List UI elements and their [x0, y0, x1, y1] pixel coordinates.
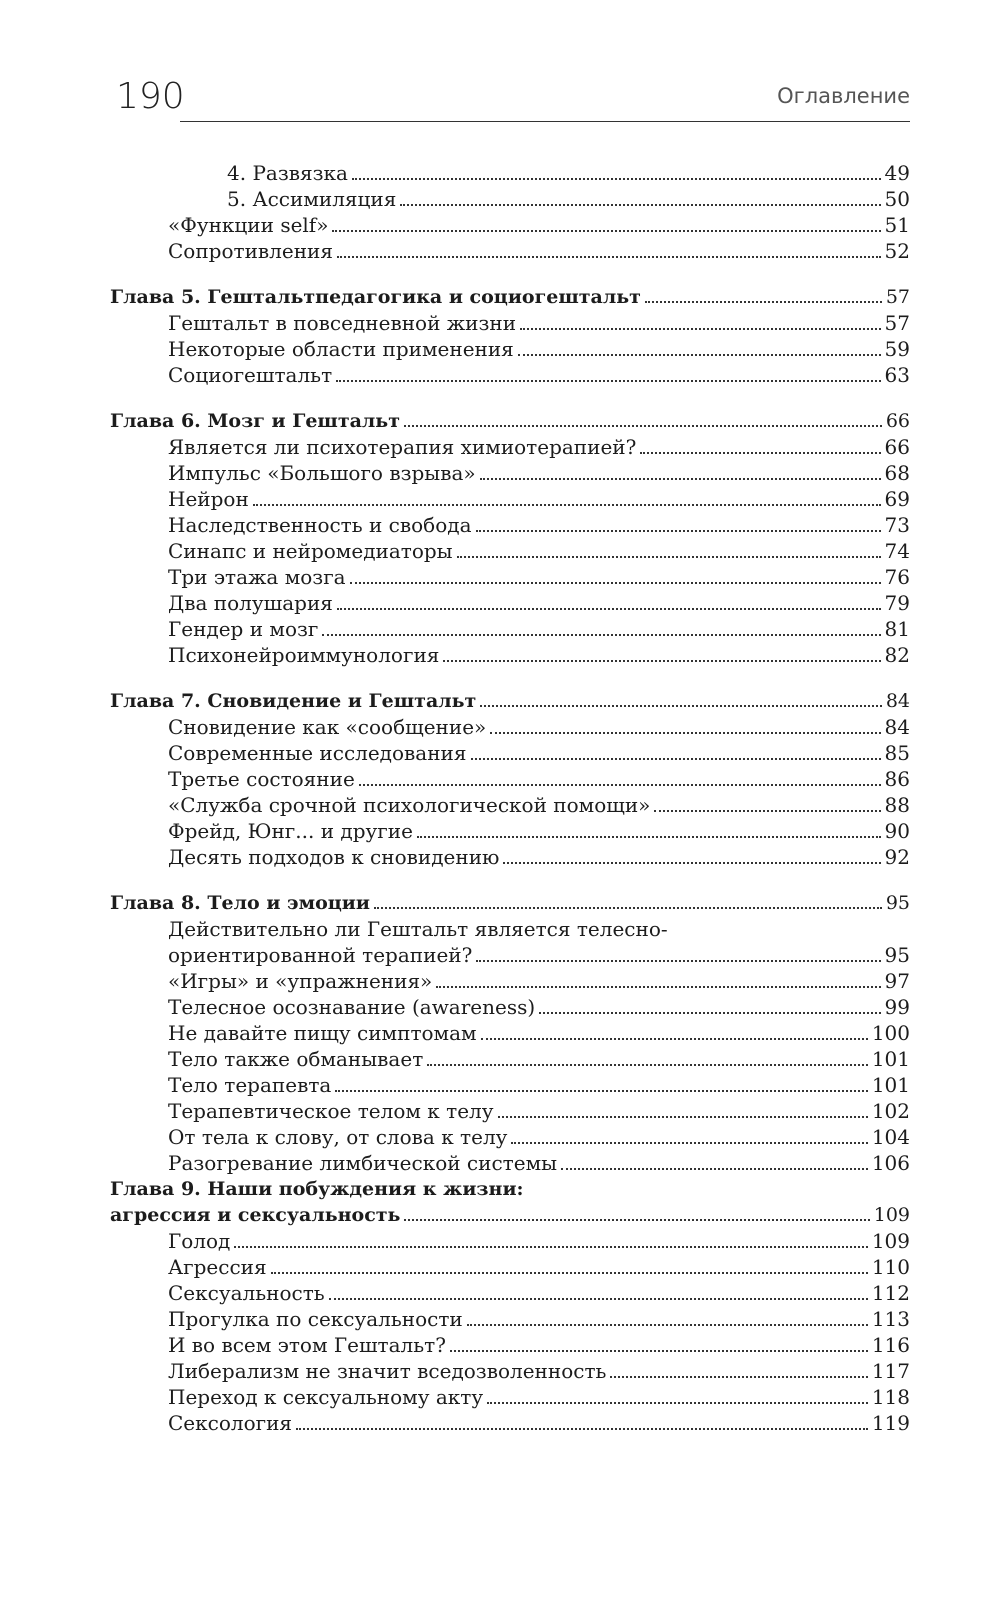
toc-entry — [110, 310, 910, 336]
toc-entry — [110, 1124, 910, 1150]
dot-leader — [359, 778, 881, 786]
toc-page-number: 102 — [871, 1099, 910, 1123]
toc-entry-title: Три этажа мозга — [168, 565, 346, 589]
dot-leader — [296, 1422, 868, 1430]
toc-entry-title: Голод — [168, 1229, 231, 1253]
toc-page-number: 113 — [871, 1307, 910, 1331]
dot-leader — [481, 1032, 868, 1040]
toc-entry — [110, 1410, 910, 1436]
dot-leader — [471, 752, 881, 760]
toc-entry — [110, 512, 910, 538]
toc-entry — [110, 1150, 910, 1176]
toc-entry — [110, 1358, 910, 1384]
toc-entry — [110, 642, 910, 668]
toc-entry-title: Глава 6. Мозг и Гештальт — [110, 410, 400, 432]
toc-page-number: 81 — [884, 617, 910, 641]
toc-page-number: 95 — [884, 943, 910, 967]
toc-page-number: 109 — [873, 1204, 910, 1226]
toc-page-number: 69 — [884, 487, 910, 511]
toc-page-number: 100 — [871, 1021, 910, 1045]
dot-leader — [480, 472, 881, 480]
toc-entry-title: Глава 7. Сновидение и Гештальт — [110, 690, 477, 712]
toc-page-number: 95 — [885, 892, 910, 914]
dot-leader — [352, 172, 881, 180]
toc-page-number: 112 — [871, 1281, 910, 1305]
toc-entry — [110, 740, 910, 766]
toc-entry — [110, 362, 910, 388]
running-title: Оглавление — [777, 84, 910, 108]
toc-entry — [110, 942, 910, 968]
dot-leader — [374, 901, 882, 909]
dot-leader — [476, 954, 880, 962]
toc-entry-title: Не давайте пищу симптомам — [168, 1021, 477, 1045]
toc-entry — [110, 714, 910, 740]
table-of-contents — [110, 160, 910, 1436]
toc-entry — [110, 844, 910, 870]
toc-entry — [110, 1228, 910, 1254]
toc-page-number: 82 — [884, 643, 910, 667]
toc-entry-title: Десять подходов к сновидению — [168, 845, 500, 869]
toc-entry — [110, 538, 910, 564]
toc-entry — [110, 460, 910, 486]
toc-page-number: 66 — [885, 410, 910, 432]
toc-page-number: 90 — [884, 819, 910, 843]
toc-entry-title: «Игры» и «упражнения» — [168, 969, 433, 993]
toc-page-number: 85 — [884, 741, 910, 765]
toc-entry — [110, 590, 910, 616]
toc-page-number: 109 — [871, 1229, 910, 1253]
dot-leader — [518, 348, 881, 356]
toc-page-number: 76 — [884, 565, 910, 589]
toc-entry — [110, 1384, 910, 1410]
page-header — [110, 70, 910, 125]
header-rule — [180, 121, 910, 122]
dot-leader — [329, 1292, 868, 1300]
toc-page-number: 57 — [885, 286, 910, 308]
dot-leader — [467, 1318, 868, 1326]
toc-entry-title: Два полушария — [168, 591, 333, 615]
toc-page-number: 97 — [884, 969, 910, 993]
toc-page-number: 118 — [871, 1385, 910, 1409]
toc-entry-title: 4. Развязка — [227, 161, 348, 185]
chapter-entry — [110, 688, 910, 714]
toc-entry — [110, 1306, 910, 1332]
toc-entry — [110, 160, 910, 186]
toc-entry-title: Социогештальт — [168, 363, 333, 387]
toc-entry — [110, 564, 910, 590]
toc-page-number: 84 — [885, 690, 910, 712]
toc-page-number: 50 — [884, 187, 910, 211]
dot-leader — [427, 1058, 868, 1066]
toc-entry-title: Третье состояние — [168, 767, 355, 791]
toc-entry — [110, 792, 910, 818]
toc-entry-title: Переход к сексуальному акту — [168, 1385, 484, 1409]
toc-entry — [110, 1072, 910, 1098]
chapter-entry — [110, 284, 910, 310]
dot-leader — [234, 1240, 867, 1248]
toc-entry-title: Импульс «Большого взрыва» — [168, 461, 476, 485]
toc-entry-title: Гештальт в повседневной жизни — [168, 311, 517, 335]
toc-entry-title: «Служба срочной психологической помощи» — [168, 793, 651, 817]
toc-page-number: 73 — [884, 513, 910, 537]
dot-leader — [487, 1396, 868, 1404]
toc-page-number: 63 — [884, 363, 910, 387]
toc-page-number: 99 — [884, 995, 910, 1019]
toc-entry-title: Сексуальность — [168, 1281, 325, 1305]
toc-entry — [110, 212, 910, 238]
toc-entry — [110, 1254, 910, 1280]
toc-entry-title: «Функции self» — [168, 213, 329, 237]
page-number: 190 — [116, 76, 185, 117]
toc-entry-title: 5. Ассимиляция — [227, 187, 397, 211]
toc-entry — [110, 1046, 910, 1072]
dot-leader — [335, 1084, 867, 1092]
toc-entry — [110, 1020, 910, 1046]
toc-page-number: 116 — [871, 1333, 910, 1357]
toc-entry-title: Фрейд, Юнг... и другие — [168, 819, 413, 843]
toc-page-number: 101 — [871, 1073, 910, 1097]
toc-entry-title: Наследственность и свобода — [168, 513, 472, 537]
toc-entry-title: Глава 8. Тело и эмоции — [110, 892, 370, 914]
toc-page-number: 74 — [884, 539, 910, 563]
dot-leader — [645, 295, 882, 303]
dot-leader — [498, 1110, 868, 1118]
dot-leader — [404, 1213, 869, 1221]
chapter-heading-line: Глава 9. Наши побуждения к жизни: — [110, 1178, 524, 1200]
toc-page-number: 86 — [884, 767, 910, 791]
dot-leader — [503, 856, 880, 864]
toc-entry-title: Либерализм не значит вседозволенность — [168, 1359, 607, 1383]
toc-entry-title: Сексология — [168, 1411, 293, 1435]
toc-page-number: 110 — [871, 1255, 910, 1279]
toc-entry-title: Некоторые области применения — [168, 337, 514, 361]
toc-entry-title: ориентированной терапией? — [168, 943, 473, 967]
toc-entry-title: Тело также обманывает — [168, 1047, 424, 1071]
toc-page-number: 79 — [884, 591, 910, 615]
dot-leader — [457, 550, 881, 558]
toc-entry — [110, 994, 910, 1020]
toc-entry — [110, 616, 910, 642]
dot-leader — [350, 576, 881, 584]
toc-entry — [110, 818, 910, 844]
toc-entry-title: Глава 5. Гештальтпедагогика и социогештальт — [110, 286, 641, 308]
toc-entry-title: Агрессия — [168, 1255, 267, 1279]
dot-leader — [561, 1162, 868, 1170]
toc-entry-title: Является ли психотерапия химиотерапией? — [168, 435, 637, 459]
toc-page-number: 88 — [884, 793, 910, 817]
toc-page-number: 119 — [871, 1411, 910, 1435]
toc-page-number: 66 — [884, 435, 910, 459]
toc-entry-title: Сновидение как «сообщение» — [168, 715, 487, 739]
toc-page-number: 52 — [884, 239, 910, 263]
dot-leader — [443, 654, 880, 662]
toc-entry-title: Терапевтическое телом к телу — [168, 1099, 494, 1123]
dot-leader — [450, 1344, 868, 1352]
toc-entry — [110, 968, 910, 994]
toc-entry-title: И во всем этом Гештальт? — [168, 1333, 446, 1357]
toc-entry-title: Синапс и нейромедиаторы — [168, 539, 453, 563]
toc-entry — [110, 186, 910, 212]
dot-leader — [332, 224, 880, 232]
dot-leader — [654, 804, 880, 812]
toc-entry-title: Нейрон — [168, 487, 249, 511]
dot-leader — [336, 374, 880, 382]
toc-page-number: 92 — [884, 845, 910, 869]
toc-page-number: 51 — [884, 213, 910, 237]
toc-entry-line: Действительно ли Гештальт является телесно- — [168, 917, 668, 941]
dot-leader — [511, 1136, 867, 1144]
dot-leader — [610, 1370, 867, 1378]
chapter-entry — [110, 1202, 910, 1228]
dot-leader — [271, 1266, 868, 1274]
dot-leader — [520, 322, 880, 330]
dot-leader — [476, 524, 881, 532]
toc-page-number: 84 — [884, 715, 910, 739]
toc-entry — [110, 434, 910, 460]
dot-leader — [539, 1006, 880, 1014]
toc-entry — [110, 766, 910, 792]
toc-entry-title: От тела к слову, от слова к телу — [168, 1125, 508, 1149]
toc-entry-title: агрессия и сексуальность — [110, 1204, 401, 1226]
dot-leader — [400, 198, 880, 206]
dot-leader — [417, 830, 881, 838]
toc-entry-title: Разогревание лимбической системы — [168, 1151, 558, 1175]
toc-page-number: 49 — [884, 161, 910, 185]
dot-leader — [322, 628, 880, 636]
toc-entry — [110, 238, 910, 264]
dot-leader — [404, 419, 882, 427]
toc-entry-title: Тело терапевта — [168, 1073, 332, 1097]
toc-entry-title: Прогулка по сексуальности — [168, 1307, 463, 1331]
toc-entry — [110, 336, 910, 362]
toc-page-number: 106 — [871, 1151, 910, 1175]
toc-page-number: 104 — [871, 1125, 910, 1149]
dot-leader — [337, 250, 881, 258]
toc-page-number: 68 — [884, 461, 910, 485]
dot-leader — [490, 726, 880, 734]
toc-entry-title: Сопротивления — [168, 239, 333, 263]
chapter-entry — [110, 890, 910, 916]
toc-page-number: 117 — [871, 1359, 910, 1383]
toc-entry — [110, 1332, 910, 1358]
toc-entry-title: Современные исследования — [168, 741, 467, 765]
toc-entry — [110, 1280, 910, 1306]
dot-leader — [337, 602, 881, 610]
toc-entry — [110, 1098, 910, 1124]
toc-page-number: 59 — [884, 337, 910, 361]
toc-entry — [110, 486, 910, 512]
dot-leader — [640, 446, 880, 454]
dot-leader — [480, 699, 881, 707]
dot-leader — [436, 980, 880, 988]
chapter-entry — [110, 408, 910, 434]
toc-page-number: 57 — [884, 311, 910, 335]
dot-leader — [253, 498, 881, 506]
toc-page-number: 101 — [871, 1047, 910, 1071]
toc-entry-title: Гендер и мозг — [168, 617, 319, 641]
toc-entry-title: Психонейроиммунология — [168, 643, 440, 667]
toc-entry-title: Телесное осознавание (awareness) — [168, 995, 536, 1019]
